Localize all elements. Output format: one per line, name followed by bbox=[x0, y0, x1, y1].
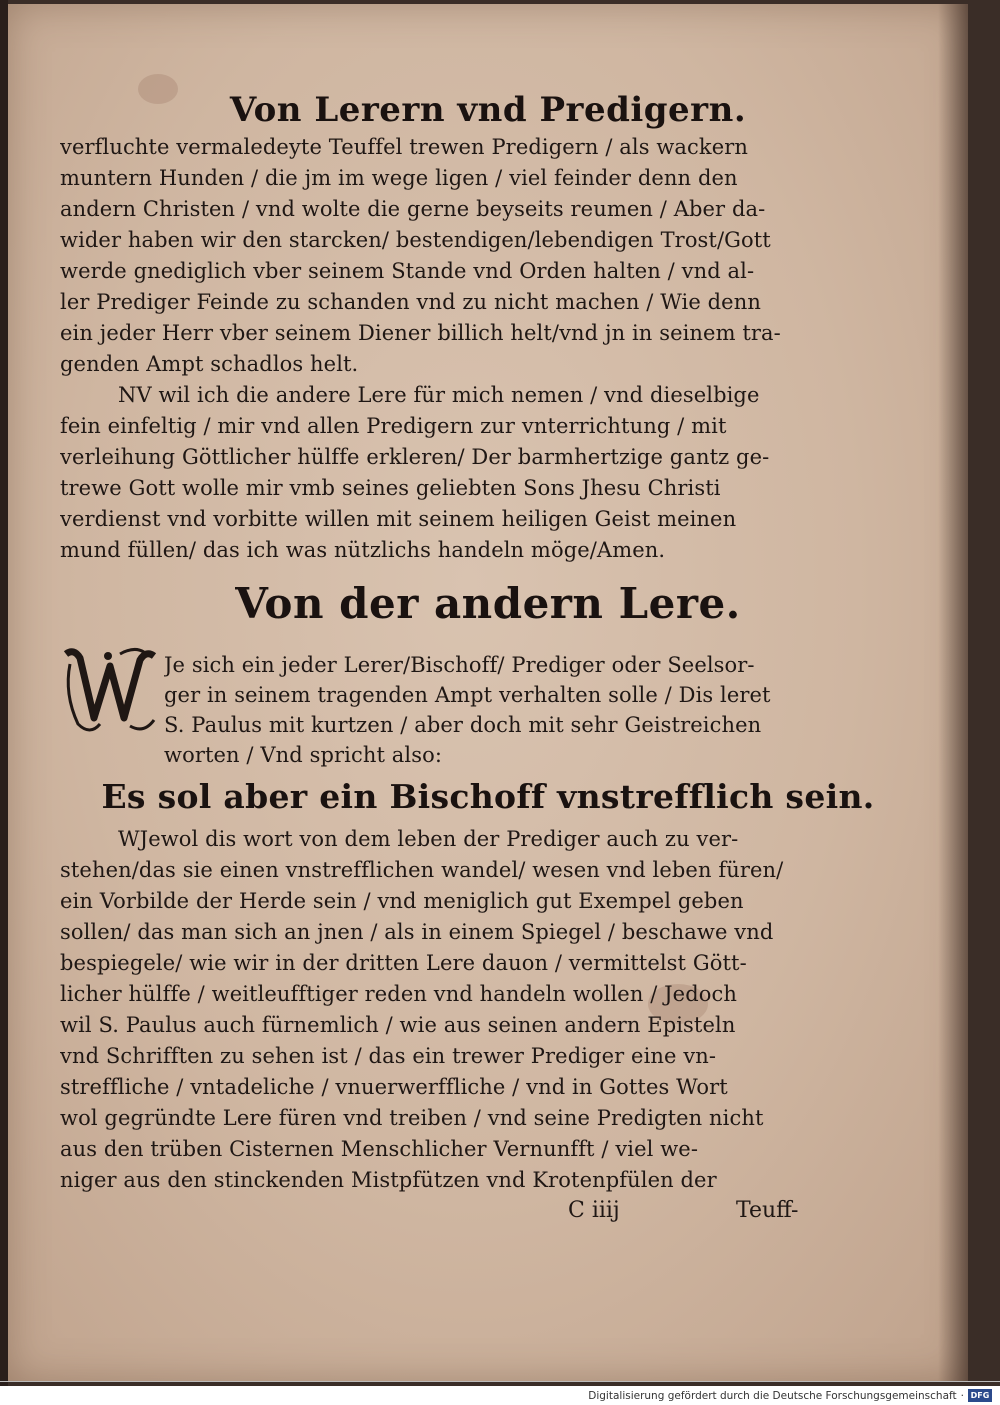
initial-letter: W bbox=[60, 644, 62, 645]
book-edge bbox=[0, 0, 8, 1386]
running-head: Von Lerern vnd Predigern. bbox=[229, 90, 747, 130]
decorated-initial-w bbox=[60, 644, 158, 736]
catchword: Teuff- bbox=[736, 1198, 799, 1223]
text-line: S. Paulus mit kurtzen / aber doch mit sehr Geistreichen bbox=[164, 713, 762, 737]
text-line: bespiegele/ wie wir in der dritten Lere dauon / vermittelst Gött- bbox=[60, 951, 747, 975]
section-heading: Von der andern Lere. bbox=[235, 579, 741, 628]
page-gutter-shadow bbox=[938, 4, 968, 1382]
text-line: stehen/das sie einen vnstrefflichen wandel/ wesen vnd leben füren/ bbox=[60, 858, 784, 882]
digitization-credit bbox=[588, 1386, 992, 1405]
separator-dot: · bbox=[960, 1389, 964, 1402]
text-line: muntern Hunden / die jm im wege ligen / viel feinder denn den bbox=[60, 166, 738, 190]
text-line: ein jeder Herr vber seinem Diener billich helt/vnd jn in seinem tra- bbox=[60, 321, 781, 345]
text-line: ger in seinem tragenden Ampt verhalten solle / Dis leret bbox=[164, 683, 771, 707]
book-page bbox=[8, 4, 968, 1382]
text-line: wol gegründte Lere füren vnd treiben / vnd seine Predigten nicht bbox=[60, 1106, 764, 1130]
text-line: vnd Schrifften zu sehen ist / das ein trewer Prediger eine vn- bbox=[60, 1044, 717, 1068]
text-line: streffliche / vntadeliche / vnuerwerffliche / vnd in Gottes Wort bbox=[60, 1075, 728, 1099]
text-line: wil S. Paulus auch fürnemlich / wie aus seinen andern Episteln bbox=[60, 1013, 736, 1037]
text-line: verdienst vnd vorbitte willen mit seinem heiligen Geist meinen bbox=[60, 507, 737, 531]
text-line: genden Ampt schadlos helt. bbox=[60, 352, 359, 376]
credit-text: Digitalisierung gefördert durch die Deutsche Forschungsgemeinschaft bbox=[588, 1389, 957, 1402]
text-line: verleihung Göttlicher hülffe erkleren/ Der barmhertzige gantz ge- bbox=[60, 445, 770, 469]
text-line: wider haben wir den starcken/ bestendigen/lebendigen Trost/Gott bbox=[60, 228, 771, 252]
verse-heading: Es sol aber ein Bischoff vnstrefflich sein. bbox=[101, 777, 875, 816]
text-line: worten / Vnd spricht also: bbox=[164, 743, 442, 767]
text-line: andern Christen / vnd wolte die gerne beyseits reumen / Aber da- bbox=[60, 197, 766, 221]
text-line: licher hülffe / weitleufftiger reden vnd handeln wollen / Jedoch bbox=[60, 982, 737, 1006]
text-line: aus den trüben Cisternen Menschlicher Vernunfft / viel we- bbox=[60, 1137, 699, 1161]
footer-divider bbox=[0, 1381, 1000, 1382]
dfg-logo-icon[interactable]: DFG bbox=[968, 1389, 992, 1402]
text-line: ein Vorbilde der Herde sein / vnd meniglich gut Exempel geben bbox=[60, 889, 744, 913]
text-line: Je sich ein jeder Lerer/Bischoff/ Prediger oder Seelsor- bbox=[164, 653, 755, 677]
text-line: sollen/ das man sich an jnen / als in einem Spiegel / beschawe vnd bbox=[60, 920, 774, 944]
signature-mark: C iiij bbox=[568, 1198, 620, 1223]
text-line: ler Prediger Feinde zu schanden vnd zu nicht machen / Wie denn bbox=[60, 290, 761, 314]
text-line: fein einfeltig / mir vnd allen Predigern zur vnterrichtung / mit bbox=[60, 414, 727, 438]
text-line: WJewol dis wort von dem leben der Prediger auch zu ver- bbox=[118, 827, 739, 851]
text-line: werde gnediglich vber seinem Stande vnd Orden halten / vnd al- bbox=[60, 259, 755, 283]
text-line: NV wil ich die andere Lere für mich nemen / vnd dieselbige bbox=[118, 383, 760, 407]
text-line: niger aus den stinckenden Mistpfützen vnd Krotenpfülen der bbox=[60, 1168, 717, 1192]
text-line: verfluchte vermaledeyte Teuffel trewen Predigern / als wackern bbox=[60, 135, 749, 159]
text-line: trewe Gott wolle mir vmb seines geliebten Sons Jhesu Christi bbox=[60, 476, 721, 500]
text-line: mund füllen/ das ich was nützlichs handeln möge/Amen. bbox=[60, 538, 666, 562]
